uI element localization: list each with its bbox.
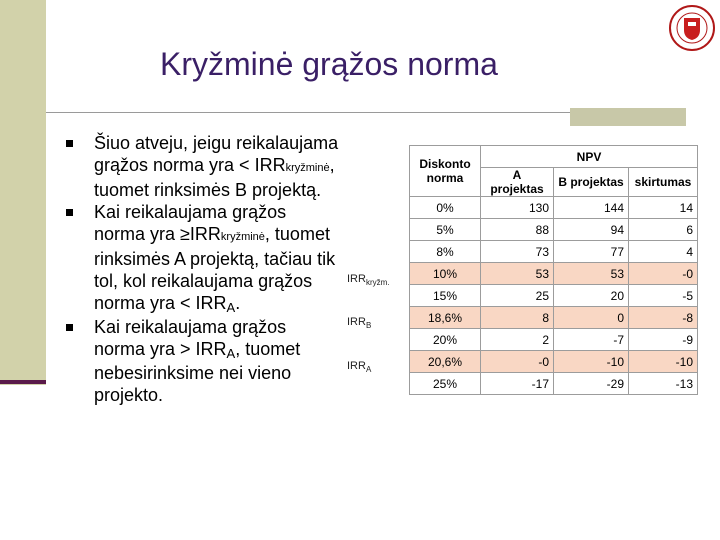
npv-group-header: NPV (481, 146, 698, 168)
rate-cell: 25% (410, 373, 481, 395)
rate-header: Diskonto norma (410, 146, 481, 197)
title-divider-accent (570, 108, 686, 126)
bullet-text: Šiuo atveju, jeigu reikalaujama grąžos norma yra < IRR (94, 133, 339, 175)
bullet-text: , tuomet rinksimės B projektą. (94, 155, 335, 200)
bullet-square-icon (66, 209, 73, 216)
npv-diff-cell: 14 (629, 197, 698, 219)
npv-a-cell: 25 (481, 285, 554, 307)
npv-table-body (410, 197, 698, 395)
col-a-header: A projektas (481, 168, 554, 197)
bullet-square-icon (66, 140, 73, 147)
rate-cell: 20,6% (410, 351, 481, 373)
table-row (410, 197, 698, 219)
bullet-square-icon (66, 324, 73, 331)
table-row (410, 285, 698, 307)
npv-a-cell: 8 (481, 307, 554, 329)
bullet-text: Kai reikalaujama grąžos norma yra ≥IRR (94, 202, 287, 244)
col-b-header: B projektas (554, 168, 629, 197)
npv-diff-cell: -9 (629, 329, 698, 351)
col-diff-header: skirtumas (629, 168, 698, 197)
bullet-item (60, 132, 340, 201)
npv-b-cell: -7 (554, 329, 629, 351)
bullet-subscript: kryžminė (220, 231, 265, 243)
npv-diff-cell: -5 (629, 285, 698, 307)
npv-b-cell: 94 (554, 219, 629, 241)
table-row (410, 329, 698, 351)
bullet-text: , tuomet rinksimės A projektą, tačiau tik tol, kol reikalaujama grąžos norma yra < IRR (94, 224, 336, 313)
npv-a-cell: 130 (481, 197, 554, 219)
bullet-item (60, 316, 340, 406)
npv-table (409, 145, 698, 395)
table-row (410, 307, 698, 329)
bullet-text: Kai reikalaujama grąžos norma yra > IRR (94, 317, 287, 359)
npv-b-cell: 144 (554, 197, 629, 219)
npv-a-cell: 73 (481, 241, 554, 263)
bullet-subscript: A (226, 346, 236, 361)
title-divider (46, 112, 581, 113)
bullet-text: . (235, 293, 241, 313)
npv-b-cell: 20 (554, 285, 629, 307)
bullet-item (60, 201, 340, 316)
table-row (410, 351, 698, 373)
rate-cell: 20% (410, 329, 481, 351)
university-seal-icon (668, 4, 716, 52)
rate-cell: 10% (410, 263, 481, 285)
rate-cell: 5% (410, 219, 481, 241)
rate-cell: 18,6% (410, 307, 481, 329)
bullet-subscript: kryžminė (285, 162, 330, 174)
npv-b-cell: 53 (554, 263, 629, 285)
table-row (410, 263, 698, 285)
npv-b-cell: -29 (554, 373, 629, 395)
npv-a-cell: -17 (481, 373, 554, 395)
table-row (410, 219, 698, 241)
npv-diff-cell: -13 (629, 373, 698, 395)
npv-a-cell: -0 (481, 351, 554, 373)
rate-cell: 15% (410, 285, 481, 307)
npv-a-cell: 2 (481, 329, 554, 351)
rate-cell: 8% (410, 241, 481, 263)
left-decor-band (0, 0, 46, 385)
irr-crossover-label: $IRR_{kryžm.}$ (347, 273, 390, 287)
bullet-subscript: A (226, 300, 236, 315)
npv-b-cell: -10 (554, 351, 629, 373)
npv-diff-cell: -0 (629, 263, 698, 285)
npv-a-cell: 53 (481, 263, 554, 285)
irr-b-label: $IRR_B$ (347, 316, 372, 330)
npv-a-cell: 88 (481, 219, 554, 241)
npv-diff-cell: -10 (629, 351, 698, 373)
table-row (410, 373, 698, 395)
irr-a-label: $IRR_A$ (347, 360, 372, 374)
npv-b-cell: 0 (554, 307, 629, 329)
slide-title: Kryžminė grąžos norma (160, 46, 498, 82)
npv-b-cell: 77 (554, 241, 629, 263)
table-row (410, 241, 698, 263)
npv-diff-cell: 6 (629, 219, 698, 241)
npv-diff-cell: -8 (629, 307, 698, 329)
npv-diff-cell: 4 (629, 241, 698, 263)
rate-cell: 0% (410, 197, 481, 219)
bullet-list (60, 132, 340, 406)
bullet-text: , tuomet nebesirinksime nei vieno projekto. (94, 339, 301, 405)
left-decor-line (0, 380, 46, 384)
